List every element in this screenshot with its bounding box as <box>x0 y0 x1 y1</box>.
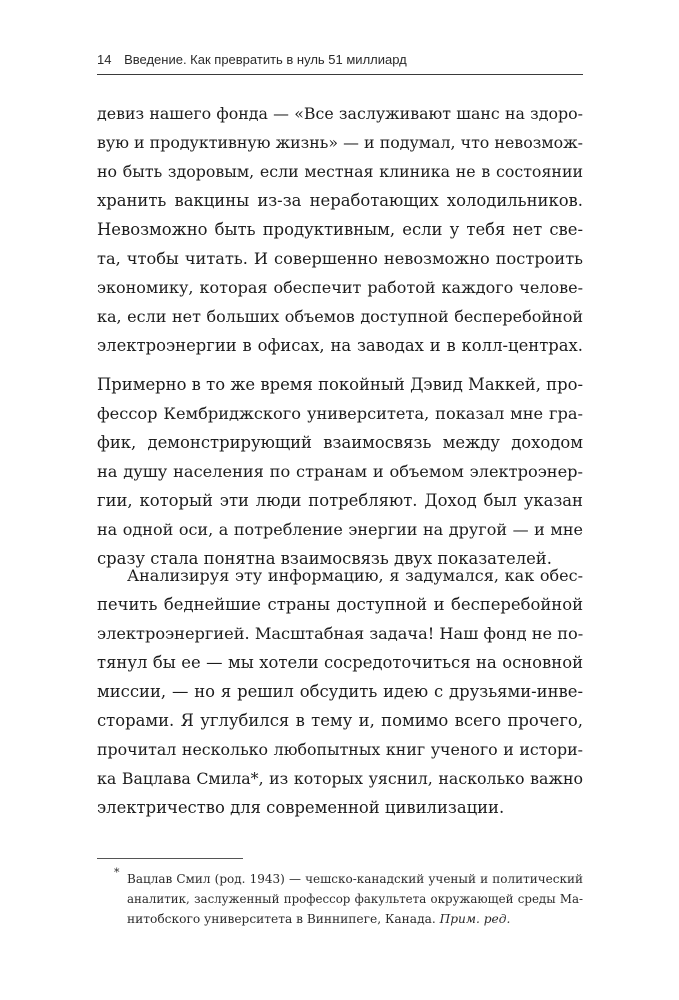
text-line: фик, демонстрирующий взаимосвязь между доходом <box>97 433 583 452</box>
text-line: экономику, которая обеспечит работой каждого челове- <box>97 278 583 297</box>
footnote-line: Вацлав Смил (род. 1943) — чешско-канадский ученый и политический <box>127 872 583 886</box>
page-number: 14 <box>97 52 112 67</box>
text-line: Невозможно быть продуктивным, если у тебя нет све- <box>97 220 583 239</box>
text-line: миссии, — но я решил обсудить идею с друзьями-инве- <box>97 682 583 701</box>
text-line: электроэнергии в офисах, на заводах и в колл-центрах. <box>97 336 583 355</box>
text-line: электричество для современной цивилизации. <box>97 798 505 817</box>
text-line: та, чтобы читать. И совершенно невозможно построить <box>97 249 583 268</box>
footnote-line: аналитик, заслуженный профессор факультета окружающей среды Ма- <box>127 892 583 906</box>
footnote-marker: * <box>114 866 120 879</box>
text-line: ка, если нет больших объемов доступной бесперебойной <box>97 307 583 326</box>
header-divider <box>97 74 583 75</box>
paragraph-3 <box>97 561 583 822</box>
footnote-line <box>127 909 583 929</box>
footnote-divider <box>97 858 243 859</box>
running-title: Введение. Как превратить в нуль 51 миллиард <box>124 52 407 67</box>
text-line: гии, который эти люди потребляют. Доход был указан <box>97 491 583 510</box>
footnote <box>127 869 583 929</box>
paragraph-2 <box>97 370 583 573</box>
text-line: фессор Кембриджского университета, показал мне гра- <box>97 404 583 423</box>
text-line: Примерно в то же время покойный Дэвид Маккей, про- <box>97 375 583 394</box>
text-line: тянул бы ее — мы хотели сосредоточиться на основной <box>97 653 583 672</box>
footnote-text: нитобского университета в Виннипеге, Канада. <box>127 912 436 926</box>
text-line: Анализируя эту информацию, я задумался, как обес- <box>127 566 583 585</box>
text-line: но быть здоровым, если местная клиника не в состоянии <box>97 162 583 181</box>
text-line: печить беднейшие страны доступной и бесперебойной <box>97 595 583 614</box>
text-line: сразу стала понятна взаимосвязь двух показателей. <box>97 549 552 568</box>
text-line: прочитал несколько любопытных книг ученого и истори- <box>97 740 583 759</box>
text-line: на душу населения по странам и объемом электроэнер- <box>97 462 583 481</box>
text-line: хранить вакцины из-за неработающих холодильников. <box>97 191 583 210</box>
paragraph-1 <box>97 99 583 360</box>
text-line: сторами. Я углубился в тему и, помимо всего прочего, <box>97 711 583 730</box>
text-line: на одной оси, а потребление энергии на другой — и мне <box>97 520 583 539</box>
text-line: вую и продуктивную жизнь» — и подумал, что невозмож- <box>97 133 583 152</box>
running-head <box>97 52 583 67</box>
text-line: девиз нашего фонда — «Все заслуживают шанс на здоро- <box>97 104 583 123</box>
text-line: электроэнергией. Масштабная задача! Наш фонд не по- <box>97 624 584 643</box>
editor-note: Прим. ред. <box>439 912 511 926</box>
text-line: ка Вацлава Смила*, из которых уяснил, насколько важно <box>97 769 583 788</box>
